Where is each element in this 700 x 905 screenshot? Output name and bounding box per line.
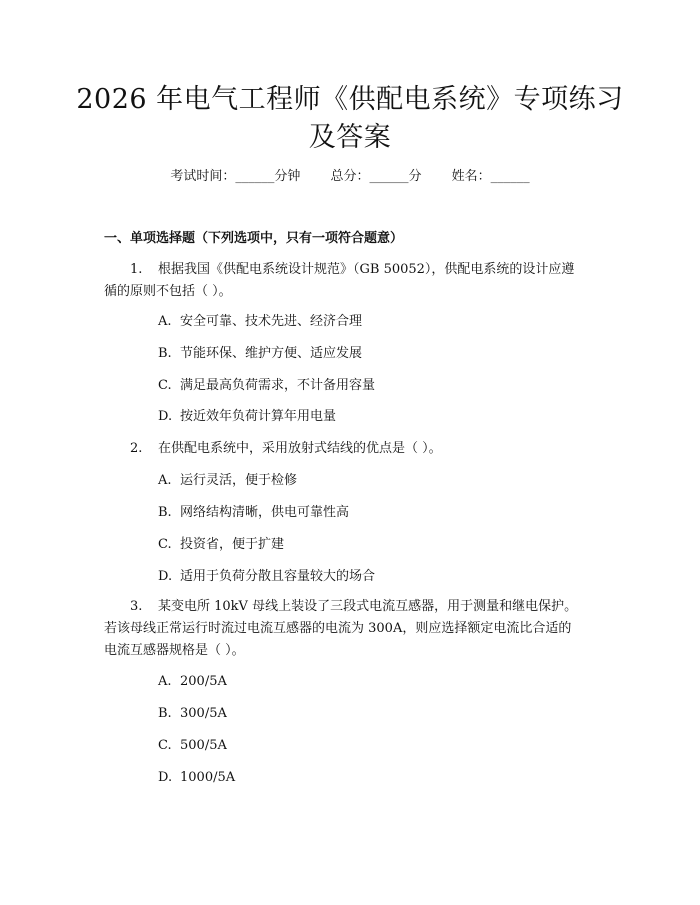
option-letter: D. [158,569,173,584]
question-3-stem-line1 [130,598,577,616]
question-2-option-a [158,472,297,490]
option-letter: B. [158,505,172,520]
option-text: 安全可靠、技术先进、经济合理 [180,314,363,329]
document-title-line2: 及答案 [308,122,392,153]
option-text: 按近效年负荷计算年用电量 [180,409,337,424]
question-3-option-a [158,673,227,691]
document-title-line1: 2026 年电气工程师《供配电系统》专项练习 [76,84,624,115]
option-letter: A. [158,473,172,488]
option-text: 满足最高负荷需求，不计备用容量 [180,378,376,393]
question-1-option-a [158,313,362,331]
question-3-stem-line3: 电流互感器规格是（ ）。 [104,643,245,658]
option-text: 网络结构清晰，供电可靠性高 [180,505,350,520]
exam-time-label: 考试时间：______分钟 [170,169,301,184]
question-3-option-b [158,705,227,723]
question-2-option-d [158,568,375,586]
option-letter: B. [158,706,172,721]
question-2-stem-text: 在供配电系统中，采用放射式结线的优点是（ ）。 [158,441,442,456]
question-3-stem-text: 某变电所 10kV 母线上装设了三段式电流互感器，用于测量和继电保护。 [158,599,578,614]
option-letter: C. [158,537,172,552]
question-1-stem-text: 根据我国《供配电系统设计规范》（GB 50052），供配电系统的设计应遵 [158,262,575,277]
option-text: 运行灵活，便于检修 [180,473,298,488]
option-letter: B. [158,346,172,361]
option-letter: A. [158,674,172,689]
question-1-stem-line2: 循的原则不包括（ ）。 [104,284,232,299]
option-letter: D. [158,409,173,424]
question-1-option-d [158,408,336,426]
student-name-label: 姓名：______ [451,169,530,184]
option-letter: A. [158,314,172,329]
question-3-option-c [158,737,227,755]
exam-info [0,168,700,186]
question-2-option-c [158,536,284,554]
option-text: 1000/5A [180,770,236,785]
option-letter: C. [158,378,172,393]
question-3-stem-line2: 若该母线正常运行时流过电流互感器的电流为 300A，则应选择额定电流比合适的 [104,621,572,636]
option-text: 500/5A [180,738,227,753]
option-text: 节能环保、维护方便、适应发展 [180,346,363,361]
option-text: 200/5A [180,674,227,689]
option-letter: D. [158,770,173,785]
option-text: 300/5A [180,706,227,721]
option-letter: C. [158,738,172,753]
question-2-number: 2. [130,441,143,456]
question-1-stem-line1 [130,261,574,279]
question-1-option-c [158,377,375,395]
total-score-label: 总分：______分 [330,169,422,184]
option-text: 适用于负荷分散且容量较大的场合 [180,569,376,584]
question-1-option-b [158,345,362,363]
section-heading: 一、单项选择题（下列选项中，只有一项符合题意） [104,231,404,246]
question-2-option-b [158,504,349,522]
question-1-number: 1. [130,262,143,277]
question-3-option-d [158,769,235,787]
question-3-number: 3. [130,599,143,614]
question-2-stem-line1 [130,440,442,458]
option-text: 投资省，便于扩建 [180,537,285,552]
